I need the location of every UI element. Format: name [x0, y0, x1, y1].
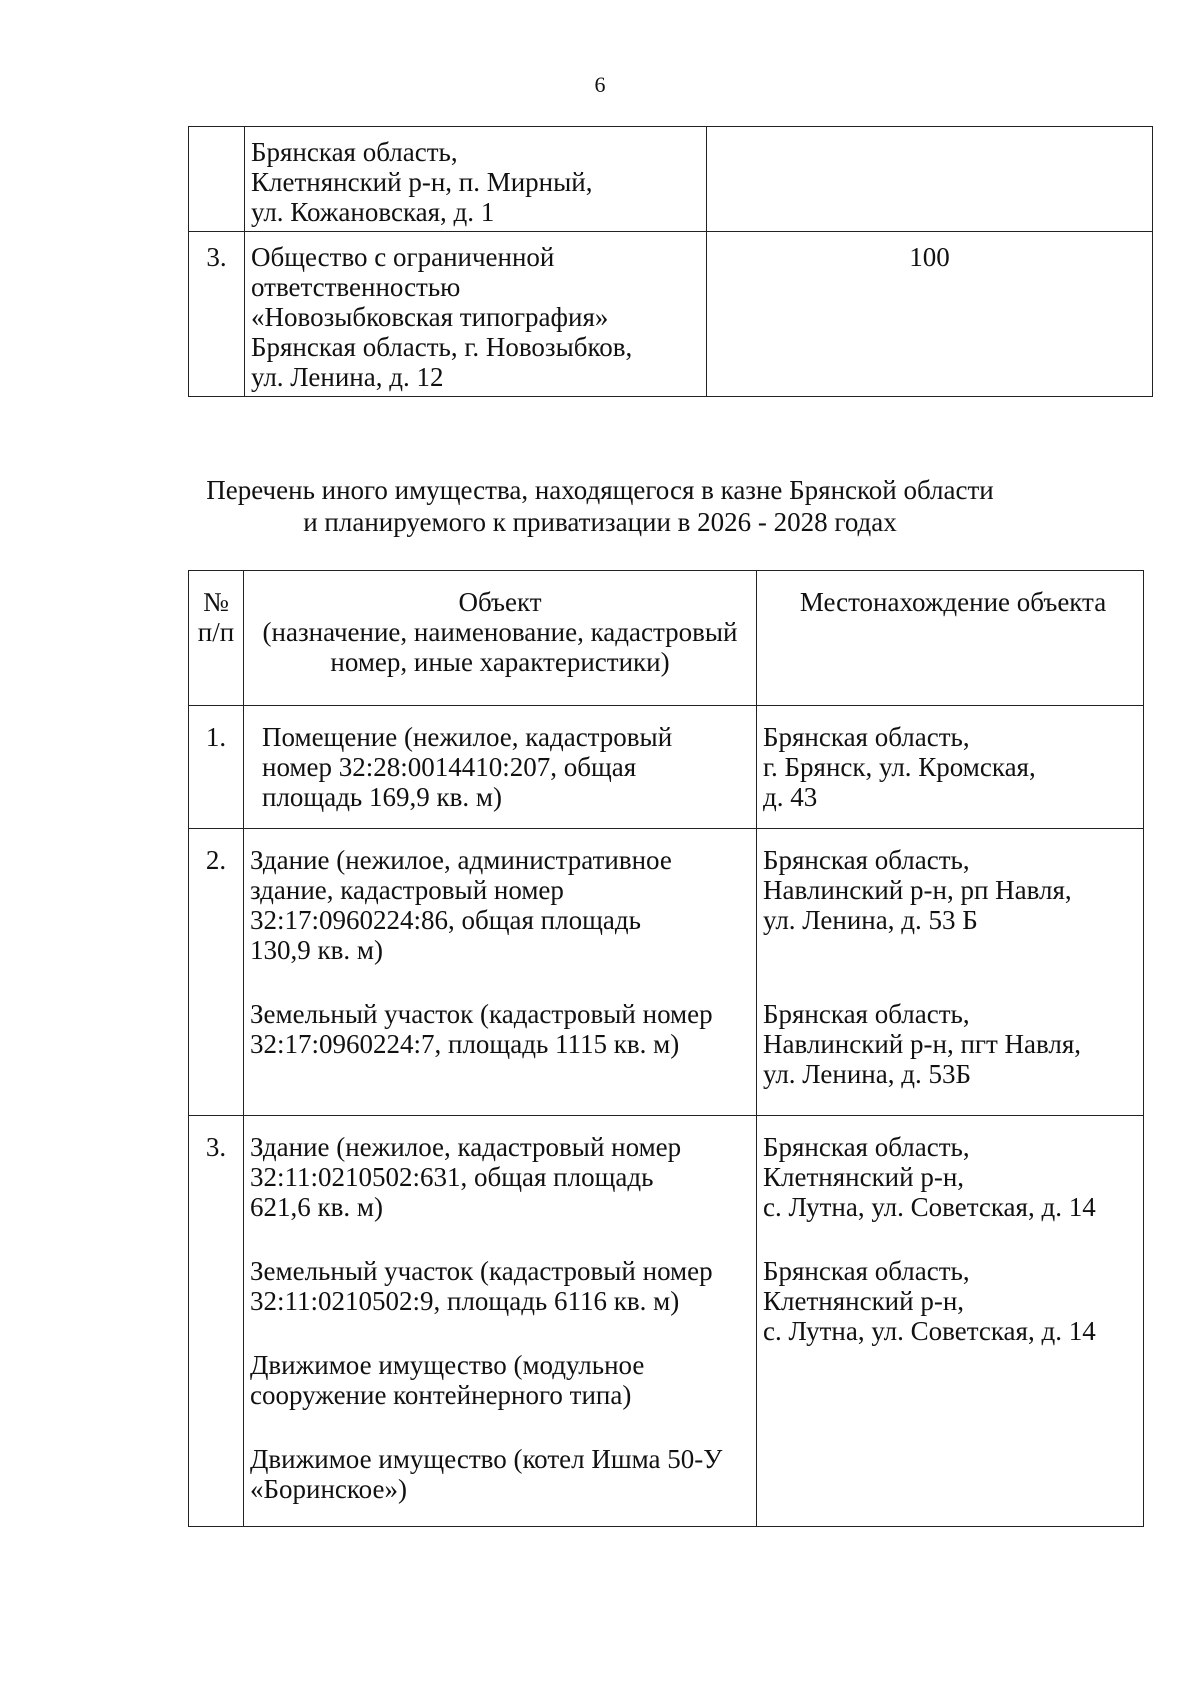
text-line: ул. Ленина, д. 12	[251, 362, 444, 392]
text-line: Клетнянский р-н, п. Мирный,	[251, 167, 593, 197]
location-block	[757, 845, 1143, 935]
text-line: Навлинский р-н, пгт Навля,	[763, 1029, 1082, 1059]
location-block	[757, 999, 1143, 1089]
text-line: Клетнянский р-н,	[763, 1286, 965, 1316]
object-cell	[244, 706, 757, 829]
header-number-cell	[189, 571, 244, 706]
text-line: ул. Кожановская, д. 1	[251, 197, 495, 227]
text-line: площадь 169,9 кв. м)	[262, 782, 502, 812]
row-number-cell	[189, 127, 245, 232]
text-line: Земельный участок (кадастровый номер	[250, 1256, 713, 1286]
page-number: 6	[594, 72, 606, 97]
section-title-line: Перечень иного имущества, находящегося в казне Брянской области	[206, 475, 994, 505]
table-row	[189, 127, 1153, 232]
text-line: с. Лутна, ул. Советская, д. 14	[763, 1316, 1096, 1346]
row-number-cell: 3.	[189, 232, 245, 397]
text-line: д. 43	[763, 782, 818, 812]
text-line: Здание (нежилое, административное	[250, 845, 672, 875]
header-location-cell	[757, 571, 1144, 706]
text-line: Брянская область,	[763, 845, 970, 875]
text-line: Брянская область,	[763, 1256, 970, 1286]
location-cell	[757, 829, 1144, 1116]
location-cell	[757, 706, 1144, 829]
header-object-cell	[244, 571, 757, 706]
table-row	[189, 829, 1144, 1116]
text-line: Движимое имущество (модульное	[250, 1350, 645, 1380]
text-line: 32:11:0210502:9, площадь 6116 кв. м)	[250, 1286, 680, 1316]
section-title-line: и планируемого к приватизации в 2026 - 2028 годах	[303, 507, 897, 537]
table-header-row	[189, 571, 1144, 706]
header-text: Объект	[458, 587, 542, 617]
organization-cell	[245, 232, 707, 397]
property-table	[188, 570, 1144, 1527]
header-text: (назначение, наименование, кадастровый	[262, 617, 738, 647]
text-line: Движимое имущество (котел Ишма 50-У	[250, 1444, 723, 1474]
share-cell: 100	[707, 232, 1153, 397]
object-block	[244, 1444, 756, 1504]
location-block	[757, 722, 1143, 812]
header-text: номер, иные характеристики)	[330, 647, 670, 677]
text-line: Брянская область,	[251, 137, 458, 167]
text-line: 130,9 кв. м)	[250, 935, 383, 965]
location-block	[757, 1256, 1143, 1346]
text-line: 32:17:0960224:7, площадь 1115 кв. м)	[250, 1029, 680, 1059]
row-number-cell: 1.	[189, 706, 244, 829]
text-line: «Боринское»)	[250, 1474, 407, 1504]
object-block	[244, 999, 756, 1059]
text-line: ул. Ленина, д. 53Б	[763, 1059, 971, 1089]
top-table	[188, 126, 1153, 397]
table-row	[189, 232, 1153, 397]
text-line: Земельный участок (кадастровый номер	[250, 999, 713, 1029]
share-cell	[707, 127, 1153, 232]
text-line: Брянская область, г. Новозыбков,	[251, 332, 633, 362]
header-text: п/п	[197, 617, 235, 647]
object-block	[244, 1256, 756, 1316]
section-title	[0, 474, 1200, 538]
text-line: Здание (нежилое, кадастровый номер	[250, 1132, 682, 1162]
text-line: 621,6 кв. м)	[250, 1192, 383, 1222]
table-row	[189, 706, 1144, 829]
header-text: №	[203, 587, 229, 617]
object-cell	[244, 829, 757, 1116]
text-line: «Новозыбковская типография»	[251, 302, 609, 332]
text-line: номер 32:28:0014410:207, общая	[262, 752, 637, 782]
object-block	[244, 845, 756, 965]
text-line: Навлинский р-н, рп Навля,	[763, 875, 1072, 905]
row-number-cell: 2.	[189, 829, 244, 1116]
text-line: ответственностью	[251, 272, 461, 302]
text-line: Брянская область,	[763, 1132, 970, 1162]
text-line: сооружение контейнерного типа)	[250, 1380, 632, 1410]
text-line: Помещение (нежилое, кадастровый	[262, 722, 673, 752]
text-line: 32:17:0960224:86, общая площадь	[250, 905, 641, 935]
header-text: Местонахождение объекта	[799, 587, 1107, 617]
row-number-cell: 3.	[189, 1116, 244, 1527]
text-line: 32:11:0210502:631, общая площадь	[250, 1162, 654, 1192]
text-line: ул. Ленина, д. 53 Б	[763, 905, 978, 935]
object-block	[244, 1132, 756, 1222]
text-line: Клетнянский р-н,	[763, 1162, 965, 1192]
organization-cell	[245, 127, 707, 232]
table-row	[189, 1116, 1144, 1527]
text-line: Брянская область,	[763, 722, 970, 752]
text-line: Общество с ограниченной	[251, 242, 555, 272]
object-block	[244, 722, 756, 812]
location-cell	[757, 1116, 1144, 1527]
object-cell	[244, 1116, 757, 1527]
text-line: здание, кадастровый номер	[250, 875, 564, 905]
text-line: г. Брянск, ул. Кромская,	[763, 752, 1036, 782]
text-line: Брянская область,	[763, 999, 970, 1029]
location-block	[757, 1132, 1143, 1222]
object-block	[244, 1350, 756, 1410]
text-line: с. Лутна, ул. Советская, д. 14	[763, 1192, 1096, 1222]
